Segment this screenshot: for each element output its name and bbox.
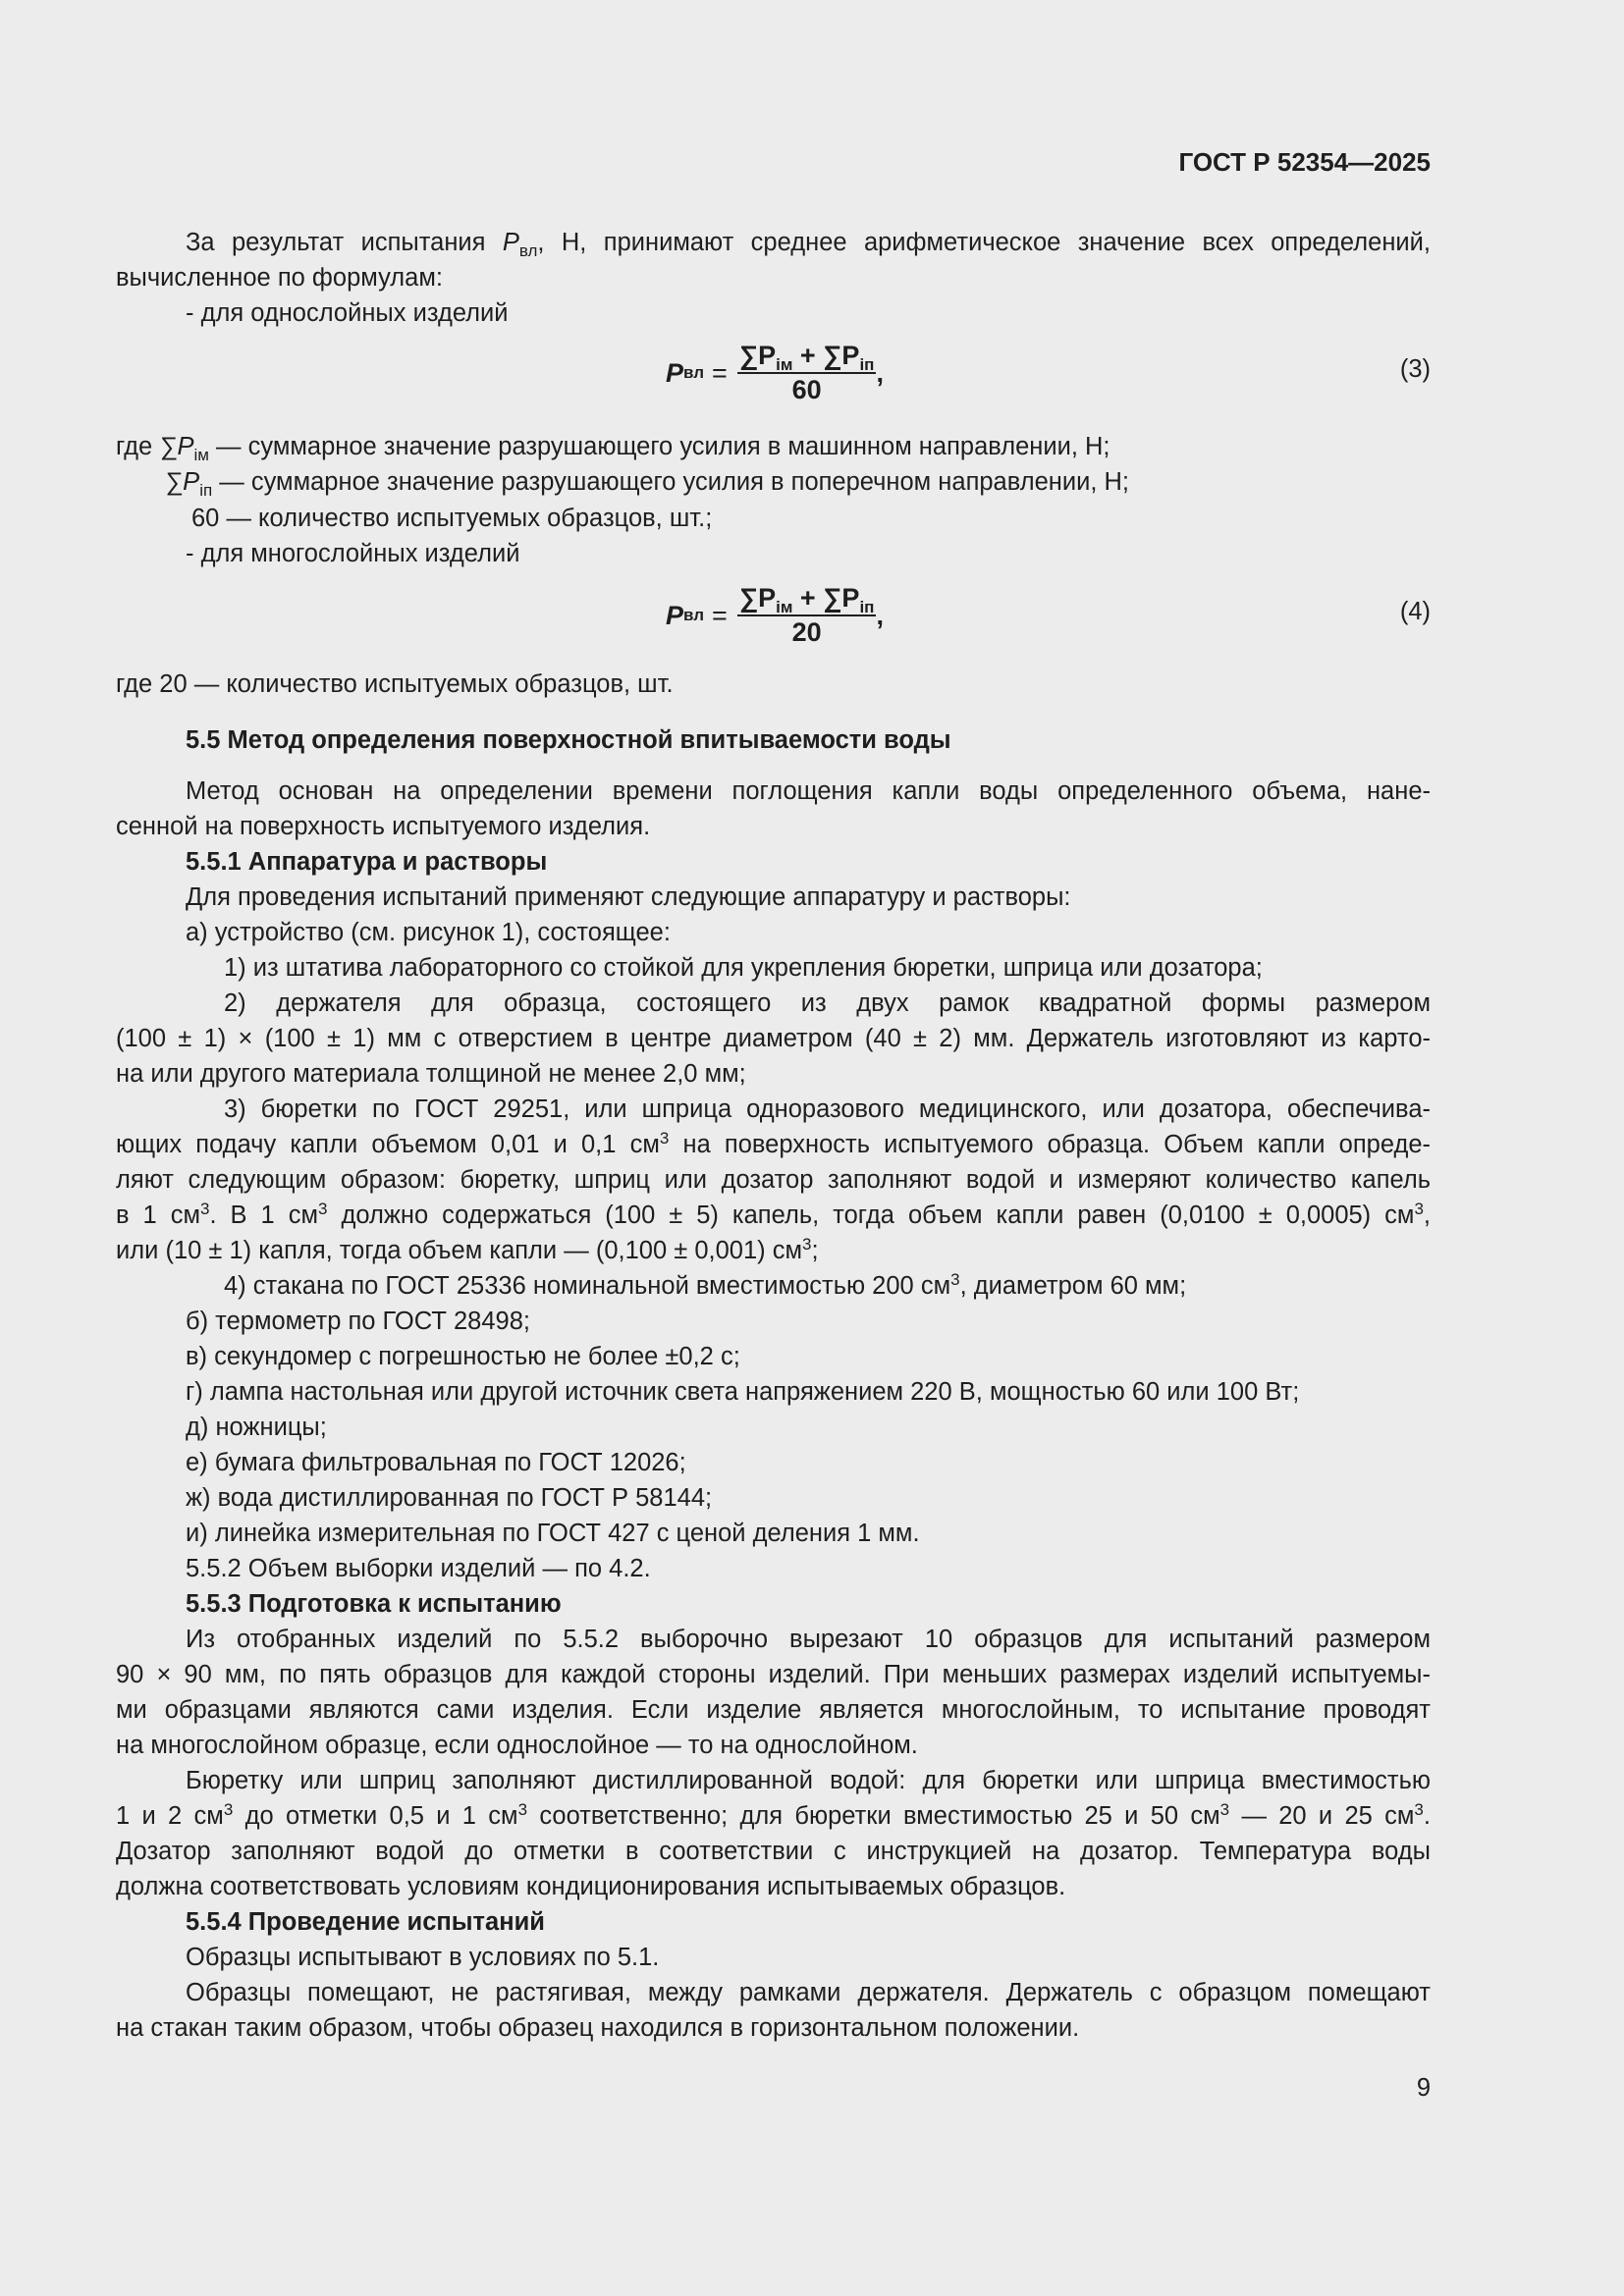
section-heading: 5.5.4 Проведение испытаний — [186, 1908, 545, 1936]
list-item: - для многослойных изделий — [186, 540, 520, 567]
text-line: 1 и 2 $см^3$ до отметки 0,5 и 1 $см^3$ соответственно; для бюретки вместимостью 25 и 50 $см^3$ — 20 и 25 $см^3$. — [116, 1800, 1431, 1830]
document-page — [116, 0, 1431, 2296]
text-line: Для проведения испытаний применяют следующие аппаратуру и растворы: — [186, 883, 1071, 911]
text-line: За результат испытания $P_{вл}$, Н, принимают среднее арифметическое значение всех определений, — [186, 229, 1431, 260]
section-heading: 5.5.3 Подготовка к испытанию — [186, 1590, 562, 1618]
text-line: вычисленное по формулам: — [116, 264, 443, 292]
text-line: Дозатор заполняют водой до отметки в соответствии с инструкцией на дозатор. Температура воды — [116, 1838, 1431, 1865]
list-item: - для однослойных изделий — [186, 299, 509, 327]
text-line: Из отобранных изделий по 5.5.2 выборочно вырезают 10 образцов для испытаний размером — [186, 1626, 1431, 1653]
text-line: ляют следующим образом: бюретку, шприц или дозатор заполняют водой и измеряют количество капель — [116, 1166, 1431, 1194]
formula-4 — [116, 581, 1431, 650]
formula-number: (3) — [1399, 355, 1431, 383]
text-line: на или другого материала толщиной не менее 2,0 мм; — [116, 1060, 746, 1088]
section-line: 5.5.2 Объем выборки изделий — по 4.2. — [186, 1555, 651, 1582]
text-line: на стакан таким образом, чтобы образец находился в горизонтальном положении. — [116, 2014, 1080, 2042]
list-item: е) бумага фильтровальная по ГОСТ 12026; — [186, 1449, 686, 1476]
list-item: 3) бюретки по ГОСТ 29251, или шприца одноразового медицинского, или дозатора, обеспечива- — [224, 1095, 1431, 1123]
page-number: 9 — [1416, 2074, 1431, 2102]
text-line: 60 — количество испытуемых образцов, шт.; — [191, 505, 713, 532]
text-line: Образцы помещают, не растягивая, между рамками держателя. Держатель с образцом помещают — [186, 1979, 1431, 2006]
text-line: Метод основан на определении времени поглощения капли воды определенного объема, нане- — [186, 777, 1431, 805]
list-item: г) лампа настольная или другой источник света напряжением 220 В, мощностью 60 или 100 Вт; — [186, 1378, 1300, 1406]
text-line: на многослойном образце, если однослойное — то на однослойном. — [116, 1732, 918, 1759]
text-line: или (10 ± 1) капля, тогда объем капли — (0,100 ± 0,001) $см^3$; — [116, 1235, 819, 1264]
section-heading: 5.5 Метод определения поверхностной впитываемости воды — [186, 726, 951, 754]
section-heading: 5.5.1 Аппаратура и растворы — [186, 848, 548, 876]
text-line: ющих подачу капли объемом 0,01 и 0,1 $см^3$ на поверхность испытуемого образца. Объем капли опреде- — [116, 1129, 1431, 1158]
text-line: сенной на поверхность испытуемого изделия. — [116, 813, 651, 840]
formula-expression: P вл = $\frac{\sum P_{iм} + \sum P_{iп}}{60}$ , — [666, 341, 884, 404]
text-line: в 1 $см^3$. В 1 $см^3$ должно содержаться (100 ± 5) капель, тогда объем капли равен (0,0100 ± 0,0005) $см^3$, — [116, 1200, 1432, 1229]
list-item: в) секундомер с погрешностью не более ±0,2 с; — [186, 1343, 740, 1370]
list-item: 4) стакана по ГОСТ 25336 номинальной вместимостью 200 $см^3$, диаметром 60 мм; — [224, 1270, 1187, 1300]
list-item: 1) из штатива лабораторного со стойкой для укрепления бюретки, шприца или дозатора; — [224, 954, 1263, 982]
formula-expression: P вл = $\frac{\sum P_{iм} + \sum P_{iп}}{20}$ , — [666, 583, 884, 647]
list-item: и) линейка измерительная по ГОСТ 427 с ценой деления 1 мм. — [186, 1520, 920, 1547]
document-id-header: ГОСТ Р 52354—2025 — [1178, 147, 1431, 177]
text-line: должна соответствовать условиям кондиционирования испытываемых образцов. — [116, 1873, 1066, 1900]
list-item: д) ножницы; — [186, 1414, 327, 1441]
list-item: 2) держателя для образца, состоящего из двух рамок квадратной формы размером — [224, 989, 1431, 1017]
text-line: $\sum P_{iп}$ — суммарное значение разрушающего усилия в поперечном направлении, Н; — [165, 468, 1129, 500]
text-line: Образцы испытывают в условиях по 5.1. — [186, 1944, 660, 1971]
text-line: ми образцами являются сами изделия. Если изделие является многослойным, то испытание проводят — [116, 1696, 1431, 1724]
fraction: $\frac{\sum P_{iм} + \sum P_{iп}}{20}$ — [738, 583, 875, 647]
text-line: Бюретку или шприц заполняют дистиллированной водой: для бюретки или шприца вместимостью — [186, 1767, 1431, 1794]
text-line: 90 × 90 мм, по пять образцов для каждой стороны изделий. При меньших размерах изделий испытуемы- — [116, 1661, 1431, 1688]
list-item: ж) вода дистиллированная по ГОСТ Р 58144; — [186, 1484, 713, 1512]
text-line: где $\sum P_{iм}$ — суммарное значение разрушающего усилия в машинном направлении, Н; — [116, 433, 1110, 464]
fraction: $\frac{\sum P_{iм} + \sum P_{iп}}{60}$ — [738, 341, 875, 404]
formula-3 — [116, 339, 1431, 407]
list-item: а) устройство (см. рисунок 1), состоящее: — [186, 919, 671, 946]
text-line: (100 ± 1) × (100 ± 1) мм с отверстием в центре диаметром (40 ± 2) мм. Держатель изготовляют из карто- — [116, 1025, 1431, 1052]
list-item: б) термометр по ГОСТ 28498; — [186, 1308, 530, 1335]
text-line: где 20 — количество испытуемых образцов, шт. — [116, 670, 674, 698]
formula-number: (4) — [1399, 598, 1431, 625]
